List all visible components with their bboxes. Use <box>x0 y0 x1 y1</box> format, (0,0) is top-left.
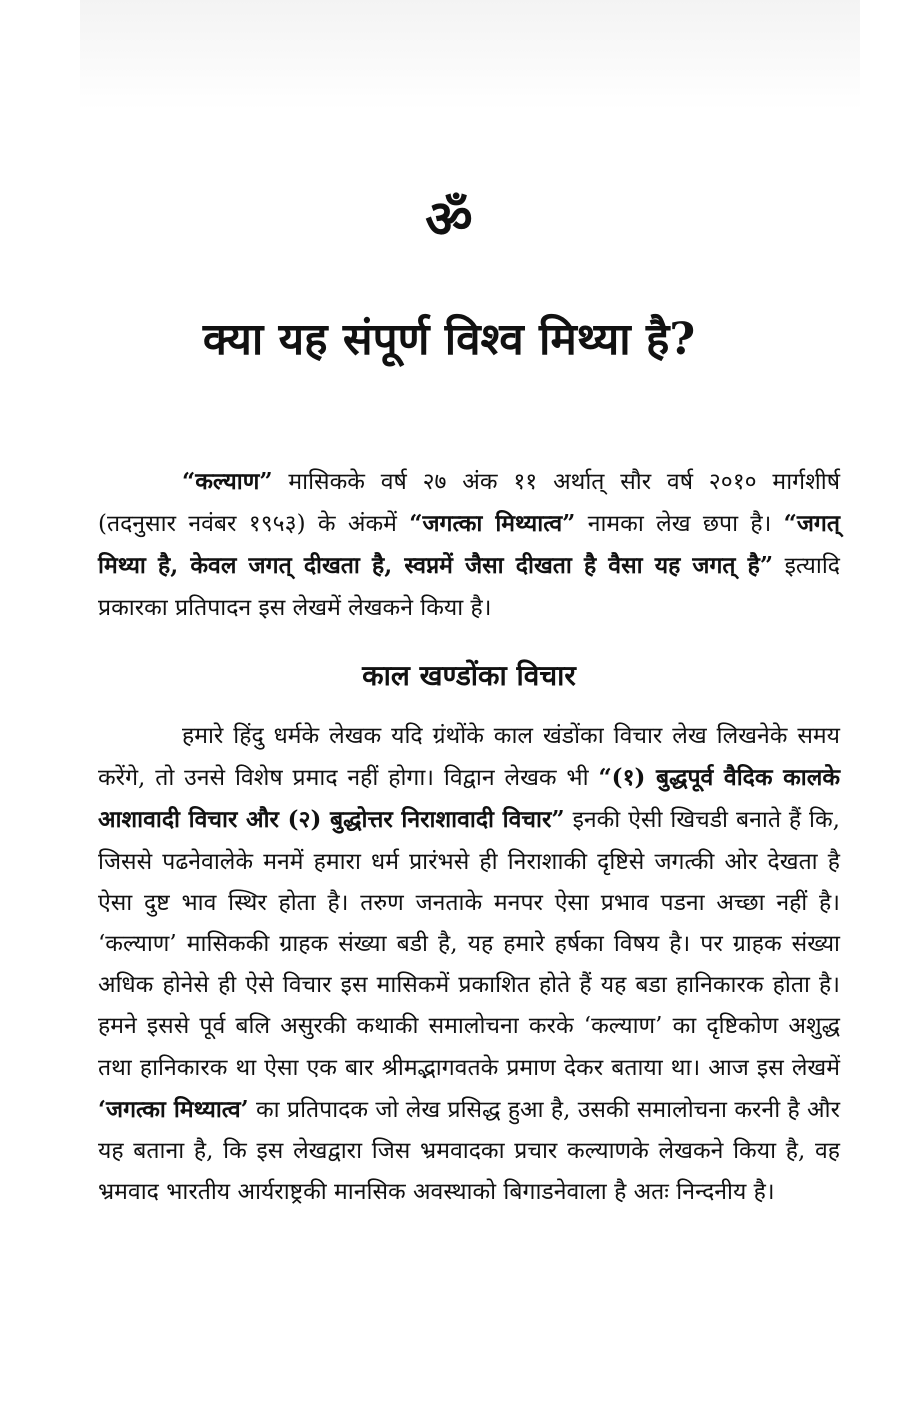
quote-jagatka-mithyatva: “जगत्का मिथ्यात्व” <box>409 510 576 538</box>
quote-jagat-mithya: “जगत् मिथ्या है, केवल जगत् दीखता है, स्वप्नमें जैसा दीखता है वैसा यह जगत् है” <box>98 510 840 580</box>
om-symbol: ॐ <box>425 189 473 250</box>
intro-text-3: इत्यादि प्रकारका प्रतिपादन इस लेखमें लेखकने किया है। <box>98 553 840 621</box>
page-title: क्या यह संपूर्ण विश्व मिथ्या है? <box>202 314 696 365</box>
intro-text-2: नामका लेख छपा है। <box>575 511 784 538</box>
body-text-2: इनकी ऐसी खिचडी बनाते हैं कि, जिससे पढनेवालेके मनमें हमारा धर्म प्रारंभसे ही निराशाकी दृष्टिसे जगत्की ओर देखता है ऐसा दुष्ट भाव स्थिर होता है। तरुण जनताके मनपर ऐसा प्रभाव पडना अच्छा नहीं है। ‘कल्याण’ मासिककी ग्राहक संख्या बडी है, यह हमारे हर्षका विषय है। पर ग्राहक संख्या अधिक होनेसे ही ऐसे विचार इस मासिकमें प्रकाशित होते हैं यह बडा हानिकारक होता है। हमने इससे पूर्व बलि असुरकी कथाकी समालोचना करके ‘कल्याण’ का दृष्टिकोण अशुद्ध तथा हानिकारक था ऐसा एक बार श्रीमद्भागवतके प्रमाण देकर बताया था। आज इस लेखमें <box>98 807 840 1081</box>
section-heading: काल खण्डोंका विचार <box>362 659 576 692</box>
quote-jagatka-mithyatva-2: ‘जगत्का मिथ्यात्व’ <box>98 1095 249 1123</box>
page-top-shade <box>80 0 860 110</box>
intro-paragraph <box>98 461 840 629</box>
body-text-3: का प्रतिपादक जो लेख प्रसिद्ध हुआ है, उसकी समालोचना करनी है और यह बताना है, कि इस लेखद्वारा जिस भ्रमवादका प्रचार कल्याणके लेखकने किया है, वह भ्रमवाद भारतीय आर्यराष्ट्रकी मानसिक अवस्थाको बिगाडनेवाला है अतः निन्दनीय है। <box>98 1096 840 1206</box>
body-text-1: हमारे हिंदु धर्मके लेखक यदि ग्रंथोंके काल खंडोंका विचार लेख लिखनेके समय करेंगे, तो उनसे विशेष प्रमाद नहीं होगा। विद्वान लेखक भी <box>98 723 840 792</box>
intro-text-1: मासिकके वर्ष २७ अंक ११ अर्थात् सौर वर्ष २०१० मार्गशीर्ष (तदनुसार नवंबर १९५३) के अंकमें <box>98 469 840 538</box>
quote-kalyan: “कल्याण” <box>182 468 273 495</box>
quote-buddha-vichar: “(१) बुद्धपूर्व वैदिक कालके आशावादी विचार और (२) बुद्धोत्तर निराशावादी विचार” <box>98 764 841 834</box>
body-paragraph <box>98 716 840 1213</box>
